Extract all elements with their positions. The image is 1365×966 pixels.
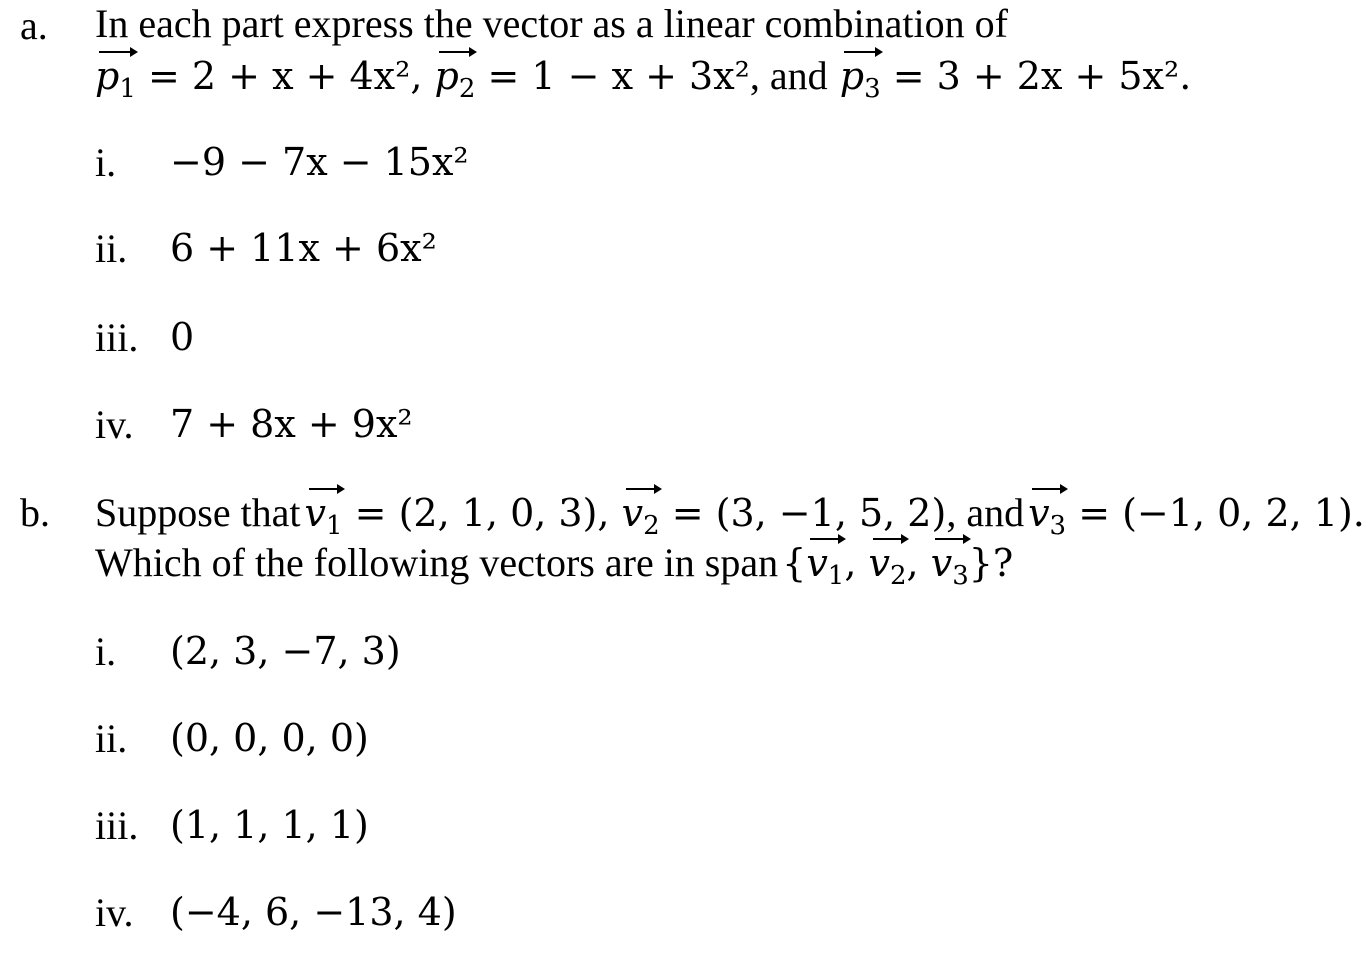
part-b-item-i-label: i. <box>95 629 117 674</box>
part-b-prompt-line2: Which of the following vectors are in span {$v_1$, $v_2$, $v_3$}? <box>95 540 1014 591</box>
part-a-item-i-value: −9 − 7x − 15x² <box>170 140 469 184</box>
part-a-item-iv-value: 7 + 8x + 9x² <box>170 402 413 446</box>
v1-vector-symbol: $v_1$ <box>304 491 343 541</box>
part-a-item-i-label: i. <box>95 140 117 185</box>
span-v2-symbol: $v_2$ <box>868 541 907 591</box>
part-a-vector-definitions: $p_1 = 2 + x + 4x^2$, $p_2 = 1 - x + 3x^2$, and $p_3 = 3 + 2x + 5x^2$. <box>95 53 1192 104</box>
p2-vector-symbol: $p_2$ <box>434 54 476 104</box>
part-b-marker: b. <box>20 490 50 535</box>
part-a-item-ii-label: ii. <box>95 226 128 271</box>
part-a-item-iii-label: iii. <box>95 315 139 360</box>
part-a-marker: a. <box>20 3 48 48</box>
part-b-item-ii-value: (0, 0, 0, 0) <box>170 716 369 760</box>
v3-expression: = (−1, 0, 2, 1) <box>1078 491 1353 535</box>
part-b-item-iii-label: iii. <box>95 803 139 848</box>
part-a-item-iii-value: 0 <box>170 315 195 359</box>
part-b-item-ii-label: ii. <box>95 716 128 761</box>
p1-vector-symbol: $p_1$ <box>95 54 136 104</box>
p1-expression: = 2 + x + 4x² <box>147 54 411 98</box>
part-a-item-iv-label: iv. <box>95 402 134 447</box>
part-b-item-i-value: (2, 3, −7, 3) <box>170 629 401 673</box>
part-b-item-iii-value: (1, 1, 1, 1) <box>170 803 369 847</box>
span-v3-symbol: $v_3$ <box>930 541 969 591</box>
part-b-vector-definitions: Suppose that $v_1 = (2$, 1, 0, 3), $v_2 = (3$, −1, 5, 2), and $v_3 = (-1$, 0, 2, 1). <box>95 490 1365 541</box>
part-b-item-iv-value: (−4, 6, −13, 4) <box>170 890 457 934</box>
span-v1-symbol: $v_1$ <box>806 541 845 591</box>
v3-vector-symbol: $v_3$ <box>1028 491 1067 541</box>
v2-expression: = (3, −1, 5, 2) <box>671 491 947 535</box>
v2-vector-symbol: $v_2$ <box>621 491 660 541</box>
p3-expression: = 3 + 2x + 5x² <box>892 54 1180 98</box>
part-b-item-iv-label: iv. <box>95 890 134 935</box>
part-a-item-ii-value: 6 + 11x + 6x² <box>170 226 437 270</box>
p3-vector-symbol: $p_3$ <box>839 54 881 104</box>
p2-expression: = 1 − x + 3x² <box>487 54 750 98</box>
part-a-prompt: In each part express the vector as a linear combination of <box>95 1 1008 46</box>
v1-expression: = (2, 1, 0, 3) <box>354 491 598 535</box>
